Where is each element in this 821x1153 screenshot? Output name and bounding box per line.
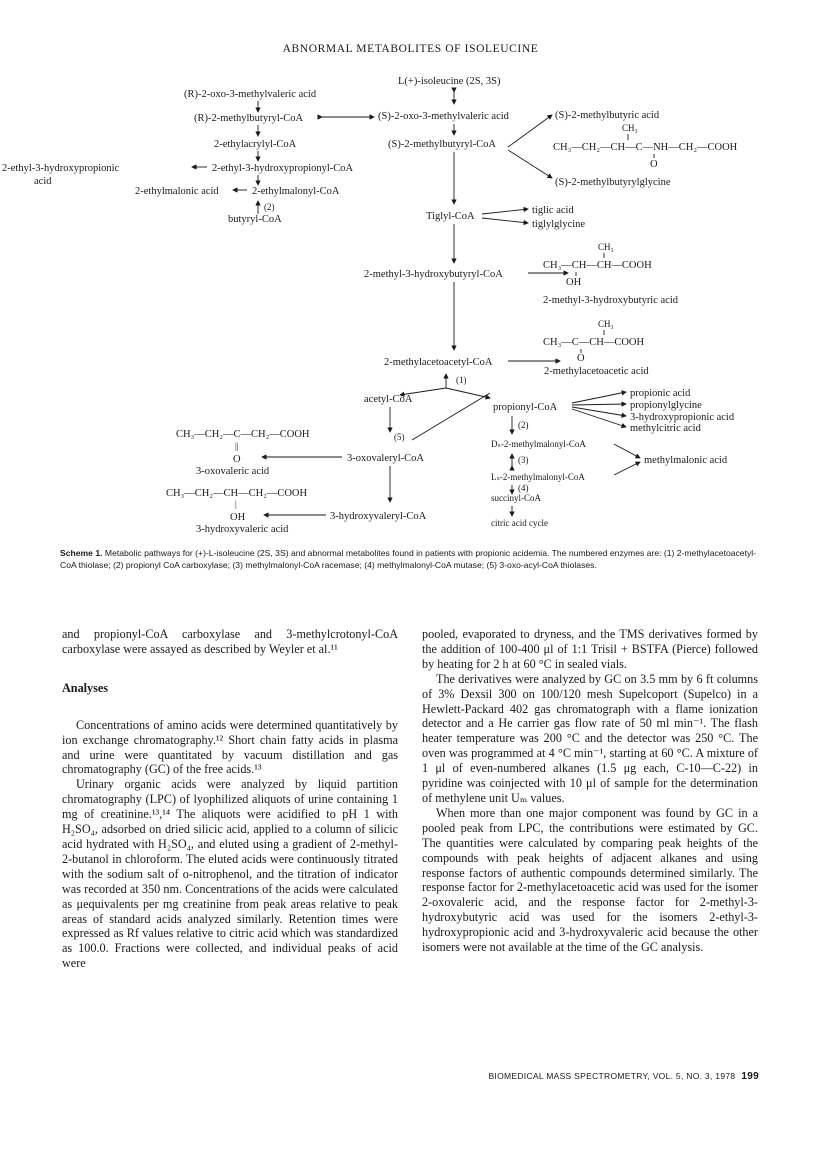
ethylhydroxy-acid-suffix: acid xyxy=(34,176,52,187)
propionyl-label: propionyl-CoA xyxy=(493,402,558,413)
hydroxypropionic-label: 3-hydroxypropionic acid xyxy=(630,412,735,423)
left-paragraph-1: and propionyl-CoA carboxylase and 3-methylcrotonyl-CoA carboxylase were assayed as described by Weyler et al.¹¹ xyxy=(62,627,398,656)
r-oxo-label: (R)-2-oxo-3-methylvaleric acid xyxy=(184,89,317,100)
ov-double-bond: || xyxy=(235,441,239,451)
hydroxybutyric-formula: CH₃—CH—CH—COOH xyxy=(543,260,652,271)
s-glycine-label: (S)-2-methylbutyrylglycine xyxy=(555,177,671,188)
enzyme-3-label: (3) xyxy=(518,455,529,465)
ethylmalonic-acid-label: 2-ethylmalonic acid xyxy=(135,186,219,197)
butyryl-label: butyryl-CoA xyxy=(228,214,282,225)
hydroxybutyric-acid-label: 2-methyl-3-hydroxybutyric acid xyxy=(543,295,679,306)
oxovaleric-acid-label: 3-oxovaleric acid xyxy=(196,466,270,477)
hv-oh: OH xyxy=(230,512,246,523)
ethylacrylyl-label: 2-ethylacrylyl-CoA xyxy=(214,139,297,150)
enzyme-4-label: (4) xyxy=(518,483,529,493)
left-paragraph-2: Concentrations of amino acids were determined quantitatively by ion exchange chromatography.¹² Short chain fatty acids in plasma and urine were quantitated by vacuum distillation and gas chromatography (GC) of the free acids.¹³ xyxy=(62,717,398,777)
hb-oh: OH xyxy=(566,277,582,288)
glycine-o: O xyxy=(650,159,658,170)
right-paragraph-1: pooled, evaporated to dryness, and the TMS derivatives formed by the addition of 100-400 μl of 1:1 Trisil + BSTFA (Pierce) followed by heating for 2 h at 60 °C in sealed vials. xyxy=(422,627,758,671)
right-paragraph-3: When more than one major component was found by GC in a pooled peak from LPC, the contributions were estimated by GC. The quantities were calculated by comparing peak heights of the compounds with peak heights of adjacent alkanes and using response factors of authentic compounds determined similarly. The response factor for 2-methylacetoacetic acid was used for the isomer 2-oxovaleric acid, and the response factor for 2-methyl-3-hydroxybutyric acid was used for the isomers 2-ethyl-3-hydroxypropionic acid and 3-hydroxyvaleric acid because the other isomers were not available at the time of the GC analysis. xyxy=(422,805,758,955)
l-malonyl-label: Lₛ-2-methylmalonyl-CoA xyxy=(491,472,585,482)
oxovaleric-formula: CH₃—CH₂—C—CH₂—COOH xyxy=(176,429,310,440)
hydroxybutyryl-coa-label: 2-methyl-3-hydroxybutyryl-CoA xyxy=(364,269,503,280)
aa-o: O xyxy=(577,353,585,364)
succinyl-label: succinyl-CoA xyxy=(491,493,541,503)
hydroxyvaleric-formula: CH₃—CH₂—CH—CH₂—COOH xyxy=(166,488,308,499)
section-heading: Analyses xyxy=(62,680,109,695)
caption-text: Metabolic pathways for (+)-L-isoleucine (2S, 3S) and abnormal metabolites found in patients with propionic acidemia. The numbered enzymes are: (1) 2-methylacetoacetyl-CoA thiolase; (2) propionyl CoA carboxylase; (3) methylmalonyl-CoA racemase; (4) methylmalonyl-CoA mutase; (5) 3-oxo-acyl-CoA thiolases. xyxy=(60,548,757,570)
hydroxyvaleric-acid-label: 3-hydroxyvaleric acid xyxy=(196,524,289,535)
hydroxyvaleryl-label: 3-hydroxyvaleryl-CoA xyxy=(330,511,427,522)
page-footer xyxy=(488,1071,759,1082)
tiglic-label: tiglic acid xyxy=(532,205,574,216)
enzyme-1-label: (1) xyxy=(456,375,467,385)
methylcitric-label: methylcitric acid xyxy=(630,423,701,434)
d-malonyl-label: Dₛ-2-methylmalonyl-CoA xyxy=(491,439,586,449)
isoleucine-label: L(+)-isoleucine (2S, 3S) xyxy=(398,76,501,87)
hb-ch3: CH₃ xyxy=(598,242,614,252)
acetoacetic-formula: CH₃—C—CH—COOH xyxy=(543,337,645,348)
s-oxo-label: (S)-2-oxo-3-methylvaleric acid xyxy=(378,111,509,122)
ethylhydroxy-coa-label: 2-ethyl-3-hydroxypropionyl-CoA xyxy=(212,163,354,174)
citric-label: citric acid cycle xyxy=(491,518,548,528)
glycine-ch3: CH₃ xyxy=(622,123,638,133)
acetyl-label: acetyl-CoA xyxy=(364,394,413,405)
s-coa-label: (S)-2-methylbutyryl-CoA xyxy=(388,139,496,150)
enzyme-2-label-b: (2) xyxy=(518,420,529,430)
hv-single-bond: | xyxy=(235,499,237,509)
ethylmalonyl-coa-label: 2-ethylmalonyl-CoA xyxy=(252,186,340,197)
enzyme-5-label: (5) xyxy=(394,432,405,442)
caption-label: Scheme 1. xyxy=(60,548,103,558)
tiglylglycine-label: tiglylglycine xyxy=(532,219,586,230)
page-number: 199 xyxy=(741,1071,759,1082)
propionylglycine-label: propionylglycine xyxy=(630,400,702,411)
s-methylbutyric-label: (S)-2-methylbutyric acid xyxy=(555,110,660,121)
journal-citation: BIOMEDICAL MASS SPECTROMETRY, VOL. 5, NO. 3, 1978 xyxy=(488,1071,736,1081)
left-column xyxy=(62,627,398,971)
tiglyl-label: Tiglyl-CoA xyxy=(426,211,475,222)
enzyme-2-label-a: (2) xyxy=(264,202,275,212)
oxovaleryl-label: 3-oxovaleryl-CoA xyxy=(347,453,424,464)
propionic-label: propionic acid xyxy=(630,388,691,399)
ov-o: O xyxy=(233,454,241,465)
methylmalonic-label: methylmalonic acid xyxy=(644,455,728,466)
right-paragraph-2: The derivatives were analyzed by GC on 3.5 mm by 6 ft columns of 3% Dexsil 300 on 100/120 mesh Supelcoport (Supelco) in a Hewlett-Packard 402 gas chromatograph with a flame ionization detector and a He carrier gas flow rate of 50 ml min⁻¹. The flash heater temperature was 200 °C and the detector was 250 °C. The oven was programmed at 4 °C min⁻¹, starting at 60 °C. A mixture of 1 μl of even-numbered alkanes (1.5 μg each, C-10—C-22) in pyridine was coinjected with 10 μl of sample for the determination of methylene unit Uₘ values. xyxy=(422,671,758,805)
right-column xyxy=(422,627,758,955)
glycine-formula: CH₃—CH₂—CH—C—NH—CH₂—COOH xyxy=(553,142,738,153)
scheme-caption xyxy=(60,547,760,571)
metabolic-scheme xyxy=(0,70,821,540)
acetoacetyl-coa-label: 2-methylacetoacetyl-CoA xyxy=(384,357,493,368)
ethylhydroxy-acid-label: 2-ethyl-3-hydroxypropionic xyxy=(2,163,120,174)
acetoacetic-acid-label: 2-methylacetoacetic acid xyxy=(544,366,649,377)
aa-ch3: CH₃ xyxy=(598,319,614,329)
left-paragraph-3: Urinary organic acids were analyzed by liquid partition chromatography (LPC) of lyophilized aliquots of urine containing 1 mg of creatinine.¹³,¹⁴ The aliquots were acidified to pH 1 with H₂SO₄, adsorbed on dried silicic acid, applied to a column of silicic acid hydrated with H₂SO₄, and eluted using a gradient of 2-methyl-2-butanol in chloroform. The eluted acids were continuously titrated with the sodium salt of o-nitrophenol, and the titration of indicator was recorded at 350 nm. Concentrations of the acids were calculated as μequivalents per mg creatinine from peak areas relative to peak areas of standard acids analyzed similarly. Retention times were expressed as Rf values relative to citric acid which was standardized as 100.0. Fractions were collected, and individual peaks of acid were xyxy=(62,777,398,971)
r-coa-label: (R)-2-methylbutyryl-CoA xyxy=(194,113,304,124)
running-header: ABNORMAL METABOLITES OF ISOLEUCINE xyxy=(282,43,539,55)
